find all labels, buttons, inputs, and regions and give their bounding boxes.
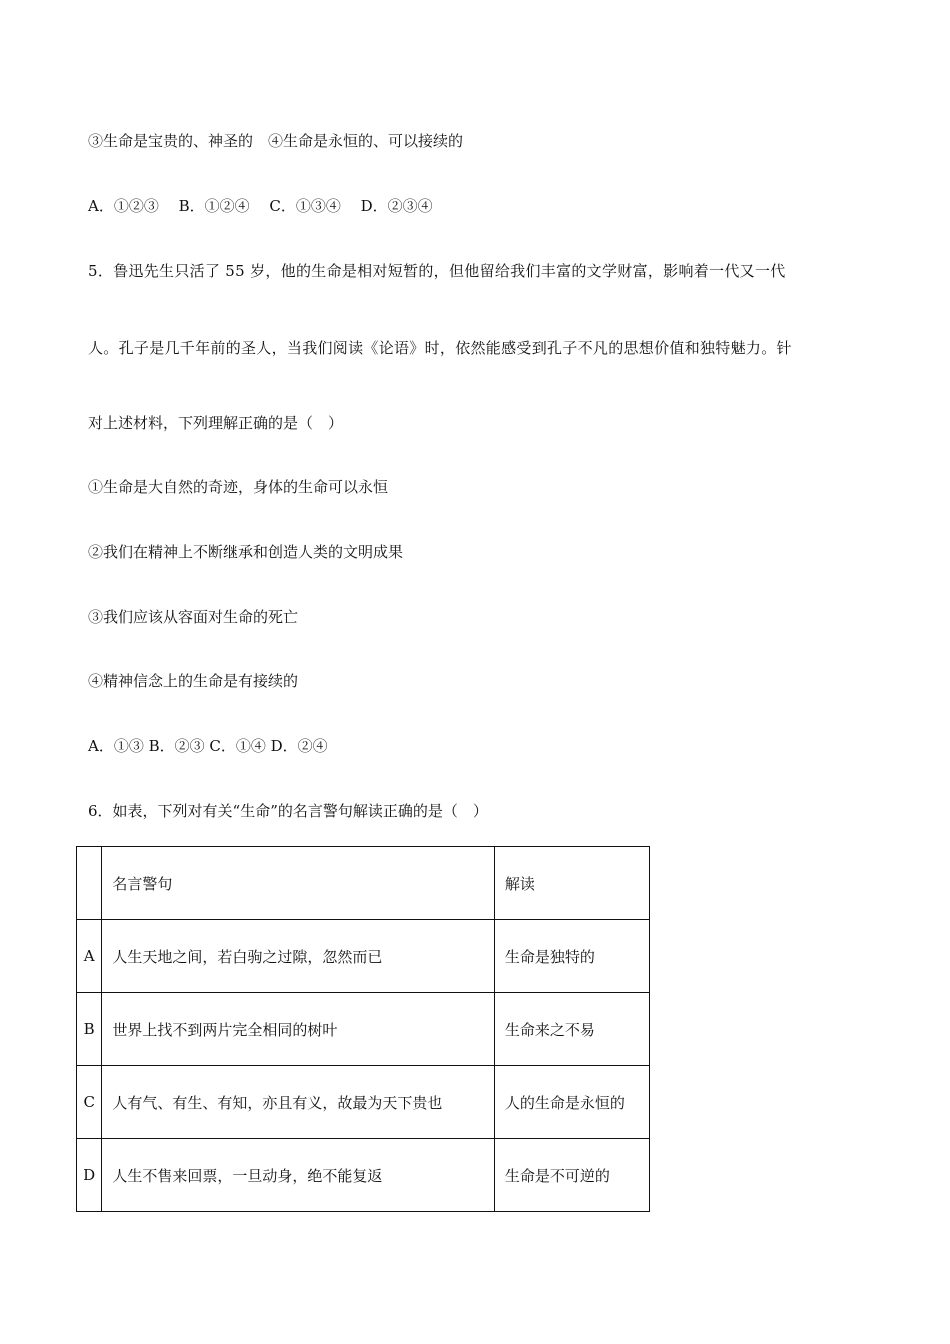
q5-option-2: ②我们在精神上不断继承和创造人类的文明成果 [88, 543, 404, 561]
table-header-cell [77, 847, 102, 920]
q4-options-line: ③生命是宝贵的、神圣的 ④生命是永恒的、可以接续的 [88, 132, 464, 150]
q4-answer-choices: A．①②③ B．①②④ C．①③④ D．②③④ [88, 197, 433, 215]
table-row [77, 1066, 650, 1139]
q5-stem-line-1: 5．鲁迅先生只活了 55 岁，他的生命是相对短暂的，但他留给我们丰富的文学财富，影响着一代又一代 [88, 262, 786, 280]
q5-answer-choices: A．①③ B．②③ C．①④ D．②④ [88, 737, 328, 755]
table-cell-quote: 人生不售来回票，一旦动身，绝不能复返 [102, 1139, 494, 1212]
table-cell-interpretation: 生命是不可逆的 [494, 1139, 649, 1212]
q5-option-4: ④精神信念上的生命是有接续的 [88, 672, 299, 690]
table-cell-option: D [77, 1139, 102, 1212]
table-row [77, 920, 650, 993]
q5-option-1: ①生命是大自然的奇迹，身体的生命可以永恒 [88, 478, 389, 496]
table-header-cell: 解读 [494, 847, 649, 920]
table-cell-quote: 世界上找不到两片完全相同的树叶 [102, 993, 494, 1066]
table-header-row [77, 847, 650, 920]
table-cell-option: B [77, 993, 102, 1066]
table-cell-quote: 人生天地之间，若白驹之过隙，忽然而已 [102, 920, 494, 993]
table-cell-interpretation: 生命是独特的 [494, 920, 649, 993]
table-row [77, 993, 650, 1066]
table-cell-interpretation: 人的生命是永恒的 [494, 1066, 649, 1139]
table-cell-option: C [77, 1066, 102, 1139]
q5-stem-line-2: 人。孔子是几千年前的圣人，当我们阅读《论语》时，依然能感受到孔子不凡的思想价值和独特魅力。针 [88, 339, 792, 357]
q6-stem: 6．如表，下列对有关“生命”的名言警句解读正确的是（ ） [88, 802, 488, 820]
table-cell-interpretation: 生命来之不易 [494, 993, 649, 1066]
q5-stem-line-3: 对上述材料，下列理解正确的是（ ） [88, 414, 344, 432]
q5-option-3: ③我们应该从容面对生命的死亡 [88, 608, 299, 626]
quote-table [76, 846, 650, 1212]
table-header-cell: 名言警句 [102, 847, 494, 920]
table-row [77, 1139, 650, 1212]
table-cell-option: A [77, 920, 102, 993]
table-cell-quote: 人有气、有生、有知，亦且有义，故最为天下贵也 [102, 1066, 494, 1139]
